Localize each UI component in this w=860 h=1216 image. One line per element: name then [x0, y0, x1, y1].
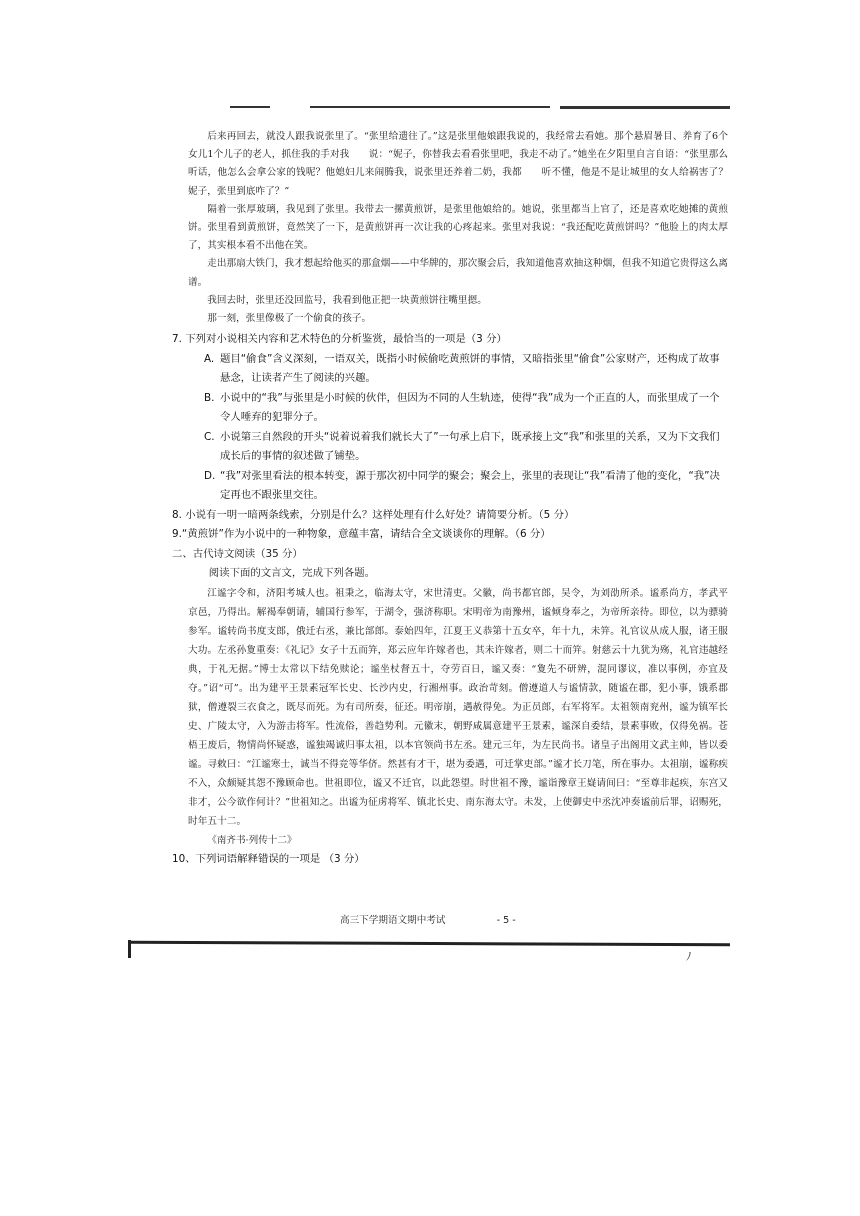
- option-text: 小说第三自然段的开头“说着说着我们就长大了”一句承上启下，既承接上文“我”和张里的关系，又为下文我们成长后的事情的叙述做了铺垫。: [220, 430, 720, 463]
- exam-page: [172, 128, 728, 870]
- story-paragraph: 隔着一张厚玻璃，我见到了张里。我带去一摞黄煎饼，是张里他娘给的。她说，张里都当上官了，还是喜欢吃她摊的黄煎饼。张里看到黄煎饼，竟然笑了一下，是黄煎饼再一次让我的心疼起来。张里对我说：“我还配吃黄煎饼吗？”他脸上的肉太厚了，其实根本看不出他在笑。: [188, 203, 728, 252]
- story-excerpt: [188, 128, 728, 328]
- option-text: 题目“偷食”含义深刻，一语双关，既指小时候偷吃黄煎饼的事情，又暗指张里“偷食”公家财产，还构成了故事悬念，让读者产生了阅读的兴趣。: [220, 352, 720, 385]
- page-footer: [340, 912, 516, 926]
- footer-exam-title: 高三下学期语文期中考试: [340, 915, 446, 926]
- question-9: 9.“黄煎饼”作为小说中的一种物象，意蕴丰富，请结合全文谈谈你的理解。（6 分）: [172, 528, 551, 541]
- section-2-instruction: 阅读下面的文言文，完成下列各题。: [208, 567, 376, 580]
- question-10-stem: 10、下列词语解释错误的一项是 （3 分）: [172, 853, 365, 866]
- classical-passage: 江谧字令和，济阳考城人也。祖秉之，临海太守，宋世清吏。父徽，尚书都官郎，吴令，为刘劭所杀。谧系尚方，孝武平京邑，乃得出。解褐奉朝请，辅国行参军，于湖令，强济称职。宋明帝为南豫州，谧倾身奉之，为帝所亲待。即位，以为骠骑参军。谧转尚书度支郎，俄迁右丞，兼比部郎。泰始四年，江夏王义恭第十五女卒，年十九，未笄。礼官议从成人服，诸王服大功。左丞孙夐重奏：《礼记》女子十五而笄，郑云应年许嫁者也，其未许嫁者，则二十而笄。射慈云十九犹为殇，礼官违越经典，于礼无据。”博士太常以下结免赎论；谧坐杖督五十，夺劳百日，谧又奏：“夐先不研辨，混同谬议，准以事例，亦宜及夺。”诏“可”。出为建平王景素冠军长史、长沙内史，行湘州事。政治苛刻。僧遵道人与谧情款，随谧在郡，犯小事，饿系郡狱，僧遵裂三衣食之，既尽而死。为有司所奏，征还。明帝崩，遇赦得免。为正员郎，右军将军。太祖领南兖州，谧为镇军长史、广陵太守，入为游击将军。性流俗，善趋势利。元徽末，朝野咸属意建平王景素，谧深自委结，景素事败，仅得免祸。苍梧王废后，物情尚怀疑惑，谧独竭诚归事太祖，以本官领尚书左丞。建元三年，为左民尚书。诸皇子出阁用文武主帅，皆以委谧。寻敕曰：“江谧寒士，诚当不得竞等华侪。然甚有才干，堪为委遇，可迁掌吏部。”谧才长刀笔，所在事办。太祖崩，谧称疾不入，众颇疑其怨不豫顾命也。世祖即位，谧又不迁官，以此怨望。时世祖不豫，谧诣豫章王嶷请间曰：“至尊非起疾，东宫又非才，公今欲作何计？”世祖知之。出谧为征虏将军、镇北长史、南东海太守。未发，上使御史中丞沈冲奏谧前后罪，诏赐死，时年五十二。: [188, 587, 728, 827]
- option-c: [188, 428, 728, 467]
- section-2-title: 二、古代诗文阅读（35 分）: [172, 547, 303, 560]
- option-text: “我”对张里看法的根本转变，源于那次初中同学的聚会；聚会上，张里的表现让“我”看清了他的变化，“我”决定再也不跟张里交往。: [220, 469, 720, 502]
- question-7-stem: 7. 下列对小说相关内容和艺术特色的分析鉴赏，最恰当的一项是（3 分）: [172, 333, 507, 346]
- scan-edge-left: [128, 940, 131, 958]
- story-paragraph: 走出那扇大铁门，我才想起给他买的那盒烟——中华牌的，那次聚会后，我知道他喜欢抽这种烟，但我不知道它贵得这么离谱。: [188, 258, 728, 288]
- option-label: B.: [204, 391, 215, 404]
- scan-line-bottom: [130, 941, 730, 947]
- scan-line-segment: [230, 106, 270, 108]
- scan-edge-top: [230, 104, 730, 110]
- story-paragraph: 我回去时，张里还没回监号，我看到他正把一块黄煎饼往嘴里摁。: [207, 294, 487, 306]
- question-7-options: [188, 350, 728, 506]
- footer-page-number: - 5 -: [496, 915, 516, 926]
- option-b: [188, 389, 728, 428]
- scan-edge-bottom: [130, 936, 730, 958]
- scan-mark: ﾉ: [686, 950, 692, 963]
- story-paragraph: 后来再回去，就没人跟我说张里了。“张里给遗往了。”这是张里他娘跟我说的，我经常去看她。那个悬眉暑目、养育了6个女儿1个儿子的老人，抓住我的手对我 说：“妮子，你替我去看看张里吧，我走不动了。”她坐在夕阳里自言自语：“张里那么听话，他怎么会拿公家的钱呢？他媳妇儿来闹腾我，说张里还养着二奶，我都 听不懂，他是不是让城里的女人给祸害了？妮子，张里到底咋了？”: [188, 131, 728, 197]
- passage-source: 《南齐书·列传十二》: [207, 834, 297, 846]
- option-label: A.: [204, 352, 215, 365]
- option-text: 小说中的“我”与张里是小时候的伙伴，但因为不同的人生轨迹，使得“我”成为一个正直的人，而张里成了一个令人唾弃的犯罪分子。: [220, 391, 720, 424]
- option-label: D.: [204, 469, 216, 482]
- option-d: [188, 467, 728, 506]
- option-a: [188, 350, 728, 389]
- option-label: C.: [204, 430, 215, 443]
- scan-line-segment: [310, 106, 550, 108]
- scan-line-segment: [560, 106, 730, 109]
- story-paragraph: 那一刻，张里像极了一个偷食的孩子。: [207, 313, 372, 325]
- question-8: 8. 小说有一明一暗两条线索，分别是什么？这样处理有什么好处？请简要分析。（5 分）: [172, 508, 575, 521]
